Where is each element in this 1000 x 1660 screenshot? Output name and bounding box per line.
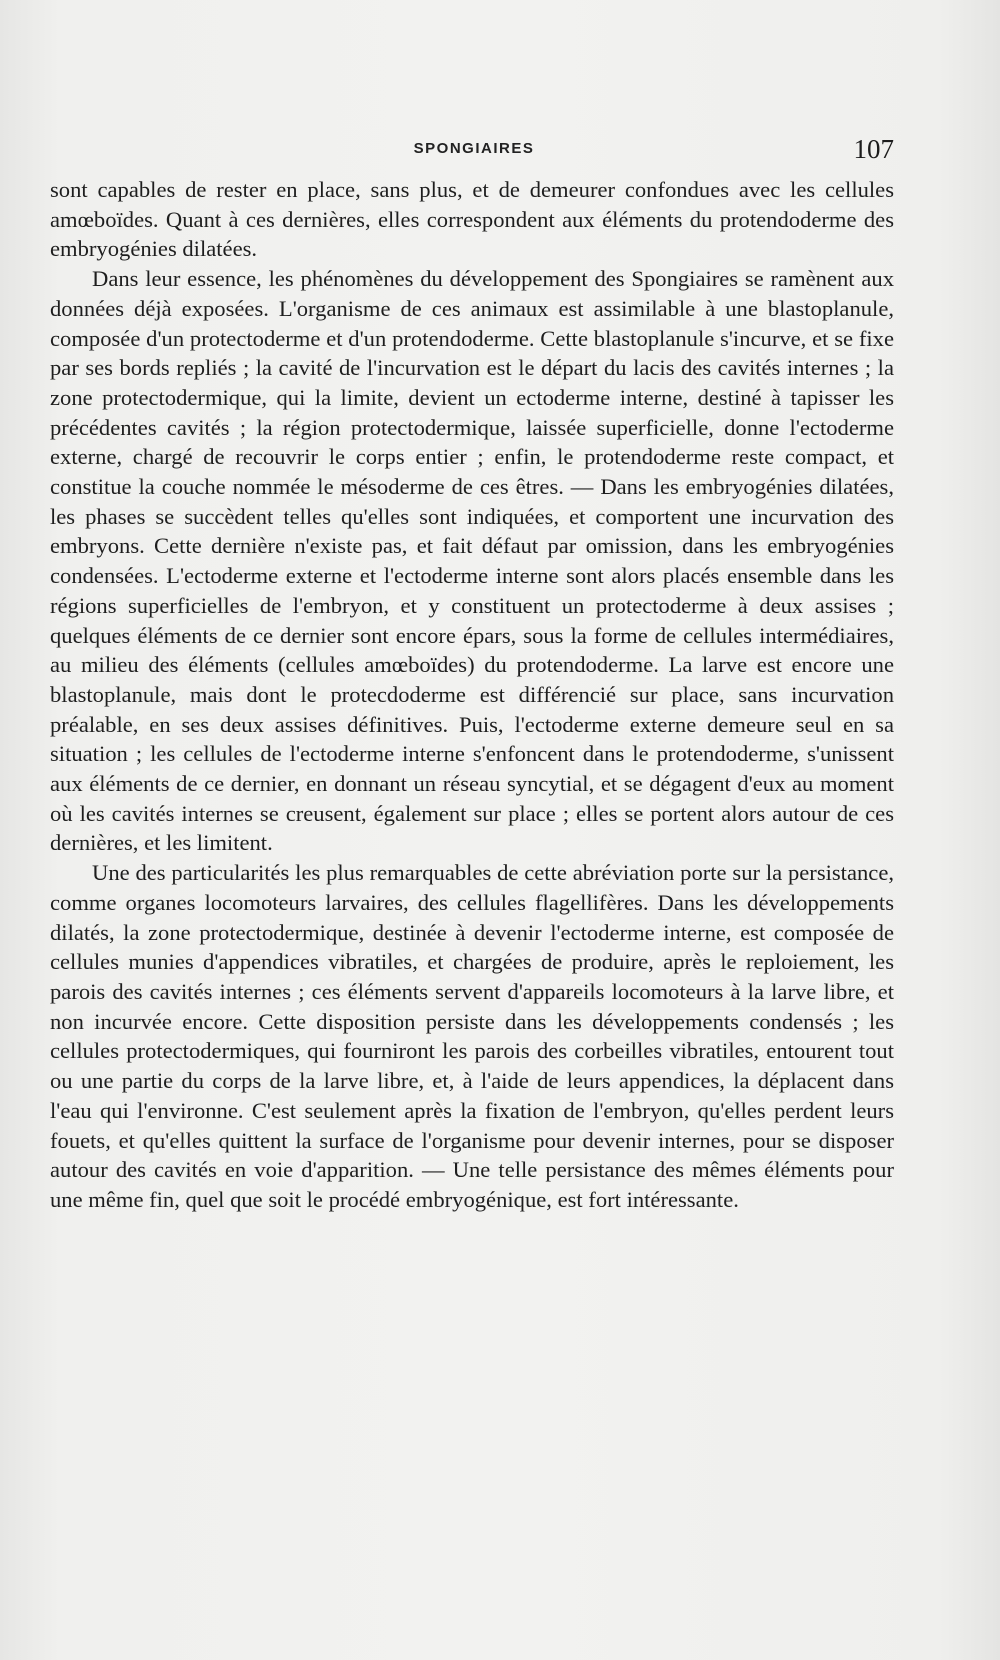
paragraph-continued: sont capables de rester en place, sans plus, et de demeurer confondues avec les cellules amœboïdes. Quant à ces dernières, elles correspondent aux éléments du protendoderme des embryogénies dilatées.	[50, 177, 894, 262]
paragraph: Dans leur essence, les phénomènes du développement des Spongiaires se ramènent aux données déjà exposées. L'organisme de ces animaux est assimilable à une blastoplanule, composée d'un protectoderme et d'un protendoderme. Cette blastoplanule s'incurve, et se fixe par ses bords repliés ; la cavité de l'incurvation est le départ du lacis des cavités internes ; la zone protectodermique, qui la limite, devient un ectoderme interne, destiné à tapisser les précédentes cavités ; la région protectodermique, laissée superficielle, donne l'ectoderme externe, chargé de recouvrir le corps entier ; enfin, le protendoderme reste compact, et constitue la couche nommée le mésoderme de ces êtres. — Dans les embryogénies dilatées, les phases se succèdent telles qu'elles sont indiquées, et comportent une incurvation des embryons. Cette dernière n'existe pas, et fait défaut par omission, dans les embryogénies condensées. L'ectoderme externe et l'ectoderme interne sont alors placés ensemble dans les régions superficielles de l'embryon, et y constituent un protectoderme à deux assises ; quelques éléments de ce dernier sont encore épars, sous la forme de cellules intermédiaires, au milieu des éléments (cellules amœboïdes) du protendoderme. La larve est encore une blastoplanule, mais dont le protecdoderme est différencié sur place, sans incurvation préalable, en ses deux assises définitives. Puis, l'ectoderme externe demeure seul en sa situation ; les cellules de l'ectoderme interne s'enfoncent dans le protendoderme, s'unissent aux éléments de ce dernier, en donnant un réseau syncytial, et se dégagent d'eux au moment où les cavités internes se creusent, également sur place ; elles se portent alors autour de ces dernières, et les limitent.	[50, 266, 894, 856]
running-title: SPONGIAIRES	[413, 140, 535, 157]
body-text	[50, 175, 894, 1215]
paragraph: Une des particularités les plus remarquables de cette abréviation porte sur la persistance, comme organes locomoteurs larvaires, des cellules flagellifères. Dans les développements dilatés, la zone protectodermique, destinée à devenir l'ectoderme interne, est composée de cellules munies d'appendices vibratiles, et chargées de produire, après le reploiement, les parois des cavités internes ; ces éléments servent d'appareils locomoteurs à la larve libre, et non incurvée encore. Cette disposition persiste dans les développements condensés ; les cellules protectodermiques, qui fourniront les parois des corbeilles vibratiles, entourent tout ou une partie du corps de la larve libre, et, à l'aide de leurs appendices, la déplacent dans l'eau qui l'environne. C'est seulement après la fixation de l'embryon, qu'elles perdent leurs fouets, et qu'elles quittent la surface de l'organisme pour devenir internes, pour se disposer autour des cavités en voie d'apparition. — Une telle persistance des mêmes éléments pour une même fin, quel que soit le procédé embryogénique, est fort intéressante.	[50, 860, 894, 1212]
page-header	[54, 134, 894, 170]
page-number: 107	[853, 134, 894, 164]
